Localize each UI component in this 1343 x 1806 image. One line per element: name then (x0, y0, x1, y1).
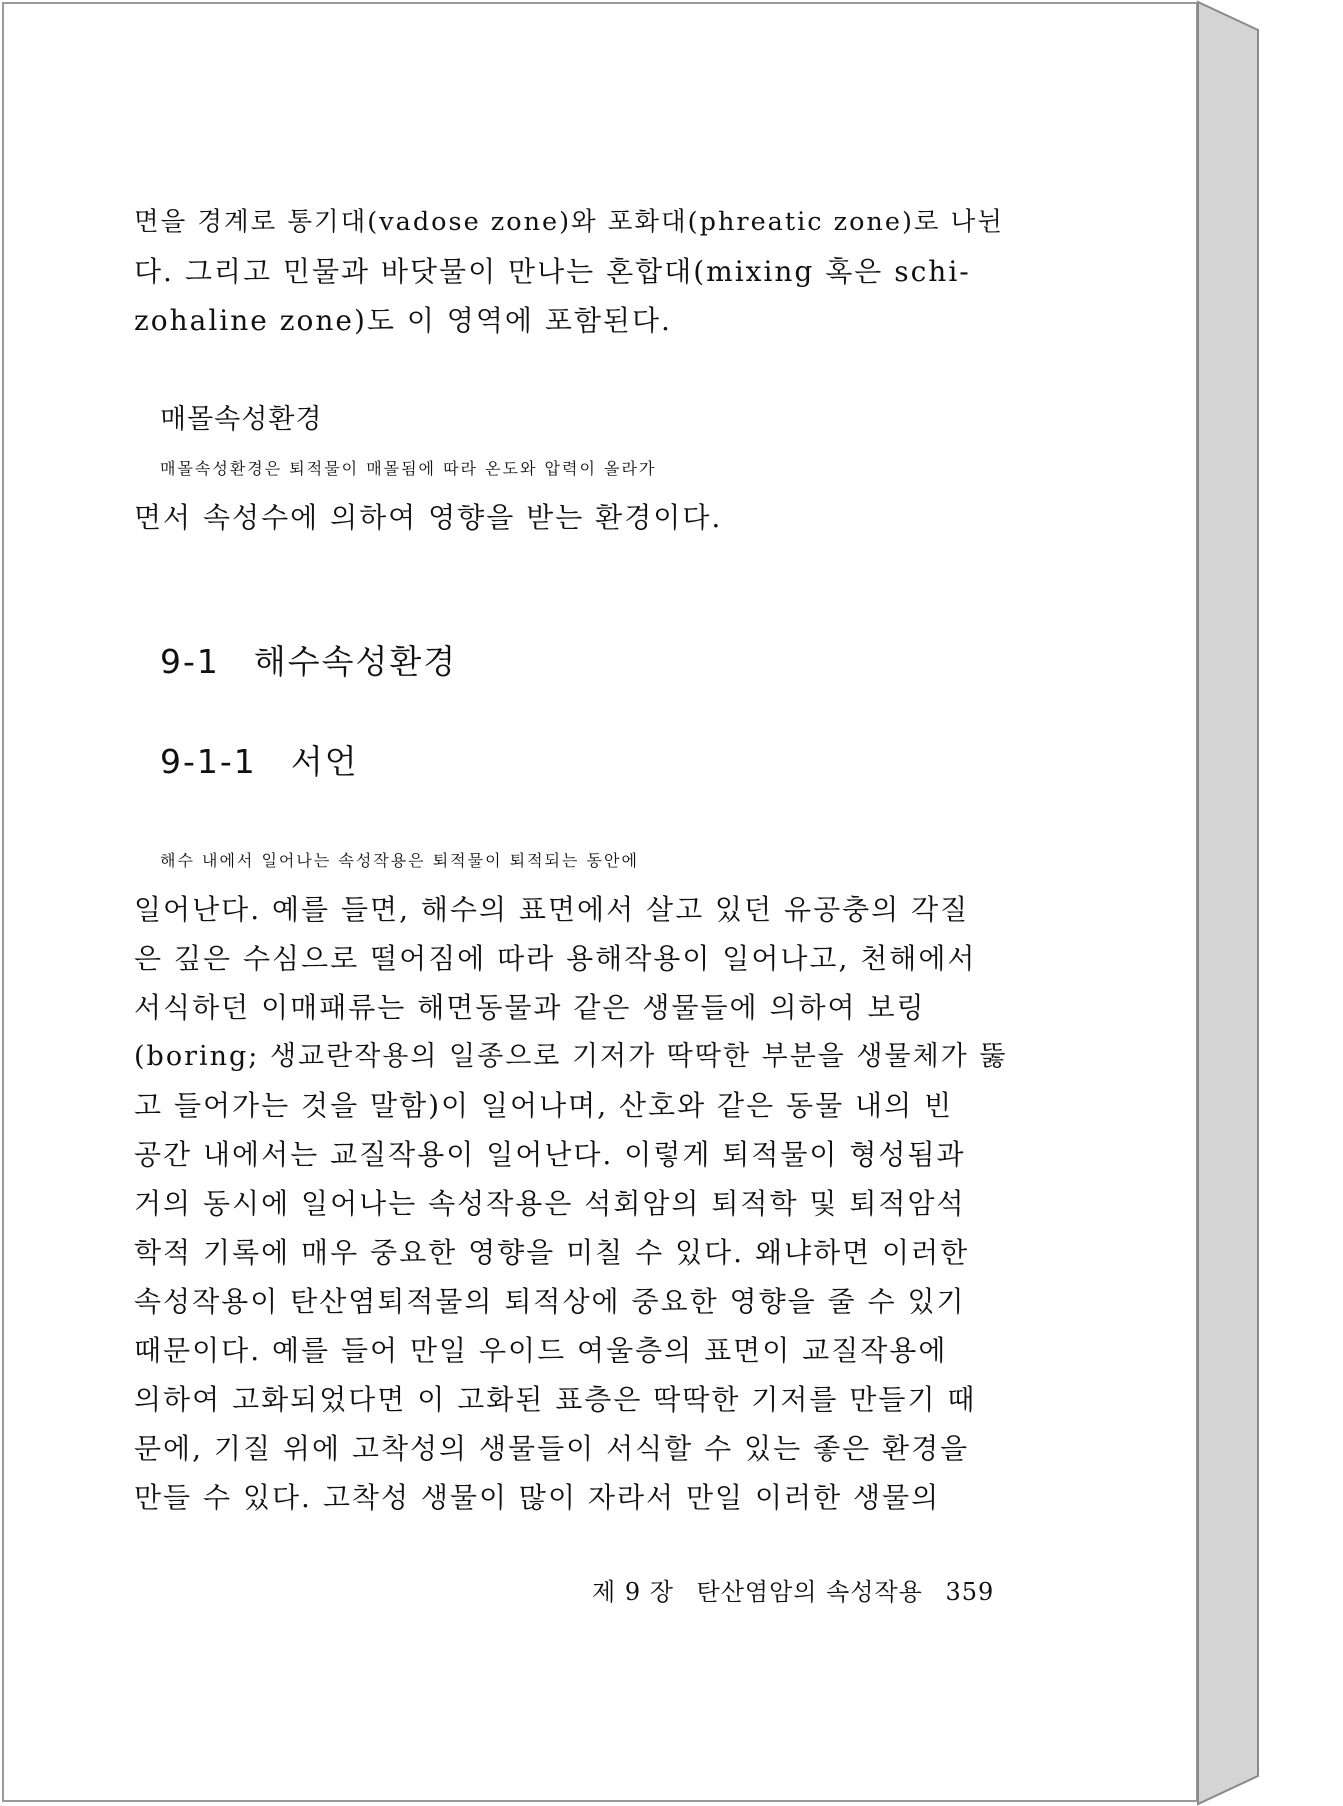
text-line: 만들 수 있다. 고착성 생물이 많이 자라서 만일 이러한 생물의 (134, 1481, 941, 1514)
text-line: 매몰속성환경은 퇴적물이 매몰됨에 따라 온도와 압력이 올라가 (160, 459, 657, 478)
section-title: 해수속성환경 (253, 642, 458, 681)
text-line: zohaline zone)도 이 영역에 포함된다. (134, 304, 672, 337)
intro-paragraph (134, 198, 1014, 345)
section-heading-9-1-1 (160, 740, 359, 784)
section-number: 9-1-1 (160, 742, 257, 781)
text-line: 문에, 기질 위에 고착성의 생물들이 서식할 수 있는 좋은 환경을 (134, 1432, 970, 1465)
burial-subheading: 매몰속성환경 (160, 404, 323, 435)
footer-chapter-title: 탄산염암의 속성작용 (696, 1578, 923, 1606)
text-line: 면서 속성수에 의하여 영향을 받는 환경이다. (134, 501, 723, 534)
text-line: 은 깊은 수심으로 떨어짐에 따라 용해작용이 일어나고, 천해에서 (134, 942, 977, 975)
section-title: 서언 (290, 742, 359, 781)
text-line: 학적 기록에 매우 중요한 영향을 미칠 수 있다. 왜냐하면 이러한 (134, 1236, 970, 1269)
section-number: 9-1 (160, 642, 220, 681)
text-line: 공간 내에서는 교질작용이 일어난다. 이렇게 퇴적물이 형성됨과 (134, 1138, 966, 1171)
text-line: 속성작용이 탄산염퇴적물의 퇴적상에 중요한 영향을 줄 수 있기 (134, 1285, 966, 1318)
text-line: 때문이다. 예를 들어 만일 우이드 여울층의 표면이 교질작용에 (134, 1334, 948, 1367)
text-line: 거의 동시에 일어나는 속성작용은 석회암의 퇴적학 및 퇴적암석 (134, 1187, 966, 1220)
text-line: 의하여 고화되었다면 이 고화된 표층은 딱딱한 기저를 만들기 때 (134, 1383, 977, 1416)
text-line: 서식하던 이매패류는 해면동물과 같은 생물들에 의하여 보링 (134, 991, 926, 1024)
text-line: 해수 내에서 일어나는 속성작용은 퇴적물이 퇴적되는 동안에 (160, 851, 639, 870)
text-line: (boring; 생교란작용의 일종으로 기저가 딱딱한 부분을 생물체가 뚫 (134, 1041, 1008, 1072)
body-paragraph (134, 836, 1014, 1522)
section-heading-9-1 (160, 640, 457, 684)
footer-chapter: 제 9 장 (592, 1578, 674, 1606)
burial-paragraph (134, 444, 1014, 542)
page-number: 359 (945, 1578, 995, 1606)
page-footer (592, 1575, 994, 1609)
text-line: 다. 그리고 민물과 바닷물이 만나는 혼합대(mixing 혹은 schi- (134, 255, 971, 288)
text-line: 고 들어가는 것을 말함)이 일어나며, 산호와 같은 동물 내의 빈 (134, 1089, 954, 1122)
text-line: 일어난다. 예를 들면, 해수의 표면에서 살고 있던 유공충의 각질 (134, 893, 970, 926)
text-line: 면을 경계로 통기대(vadose zone)와 포화대(phreatic zone)로 나뉜 (134, 207, 1004, 237)
